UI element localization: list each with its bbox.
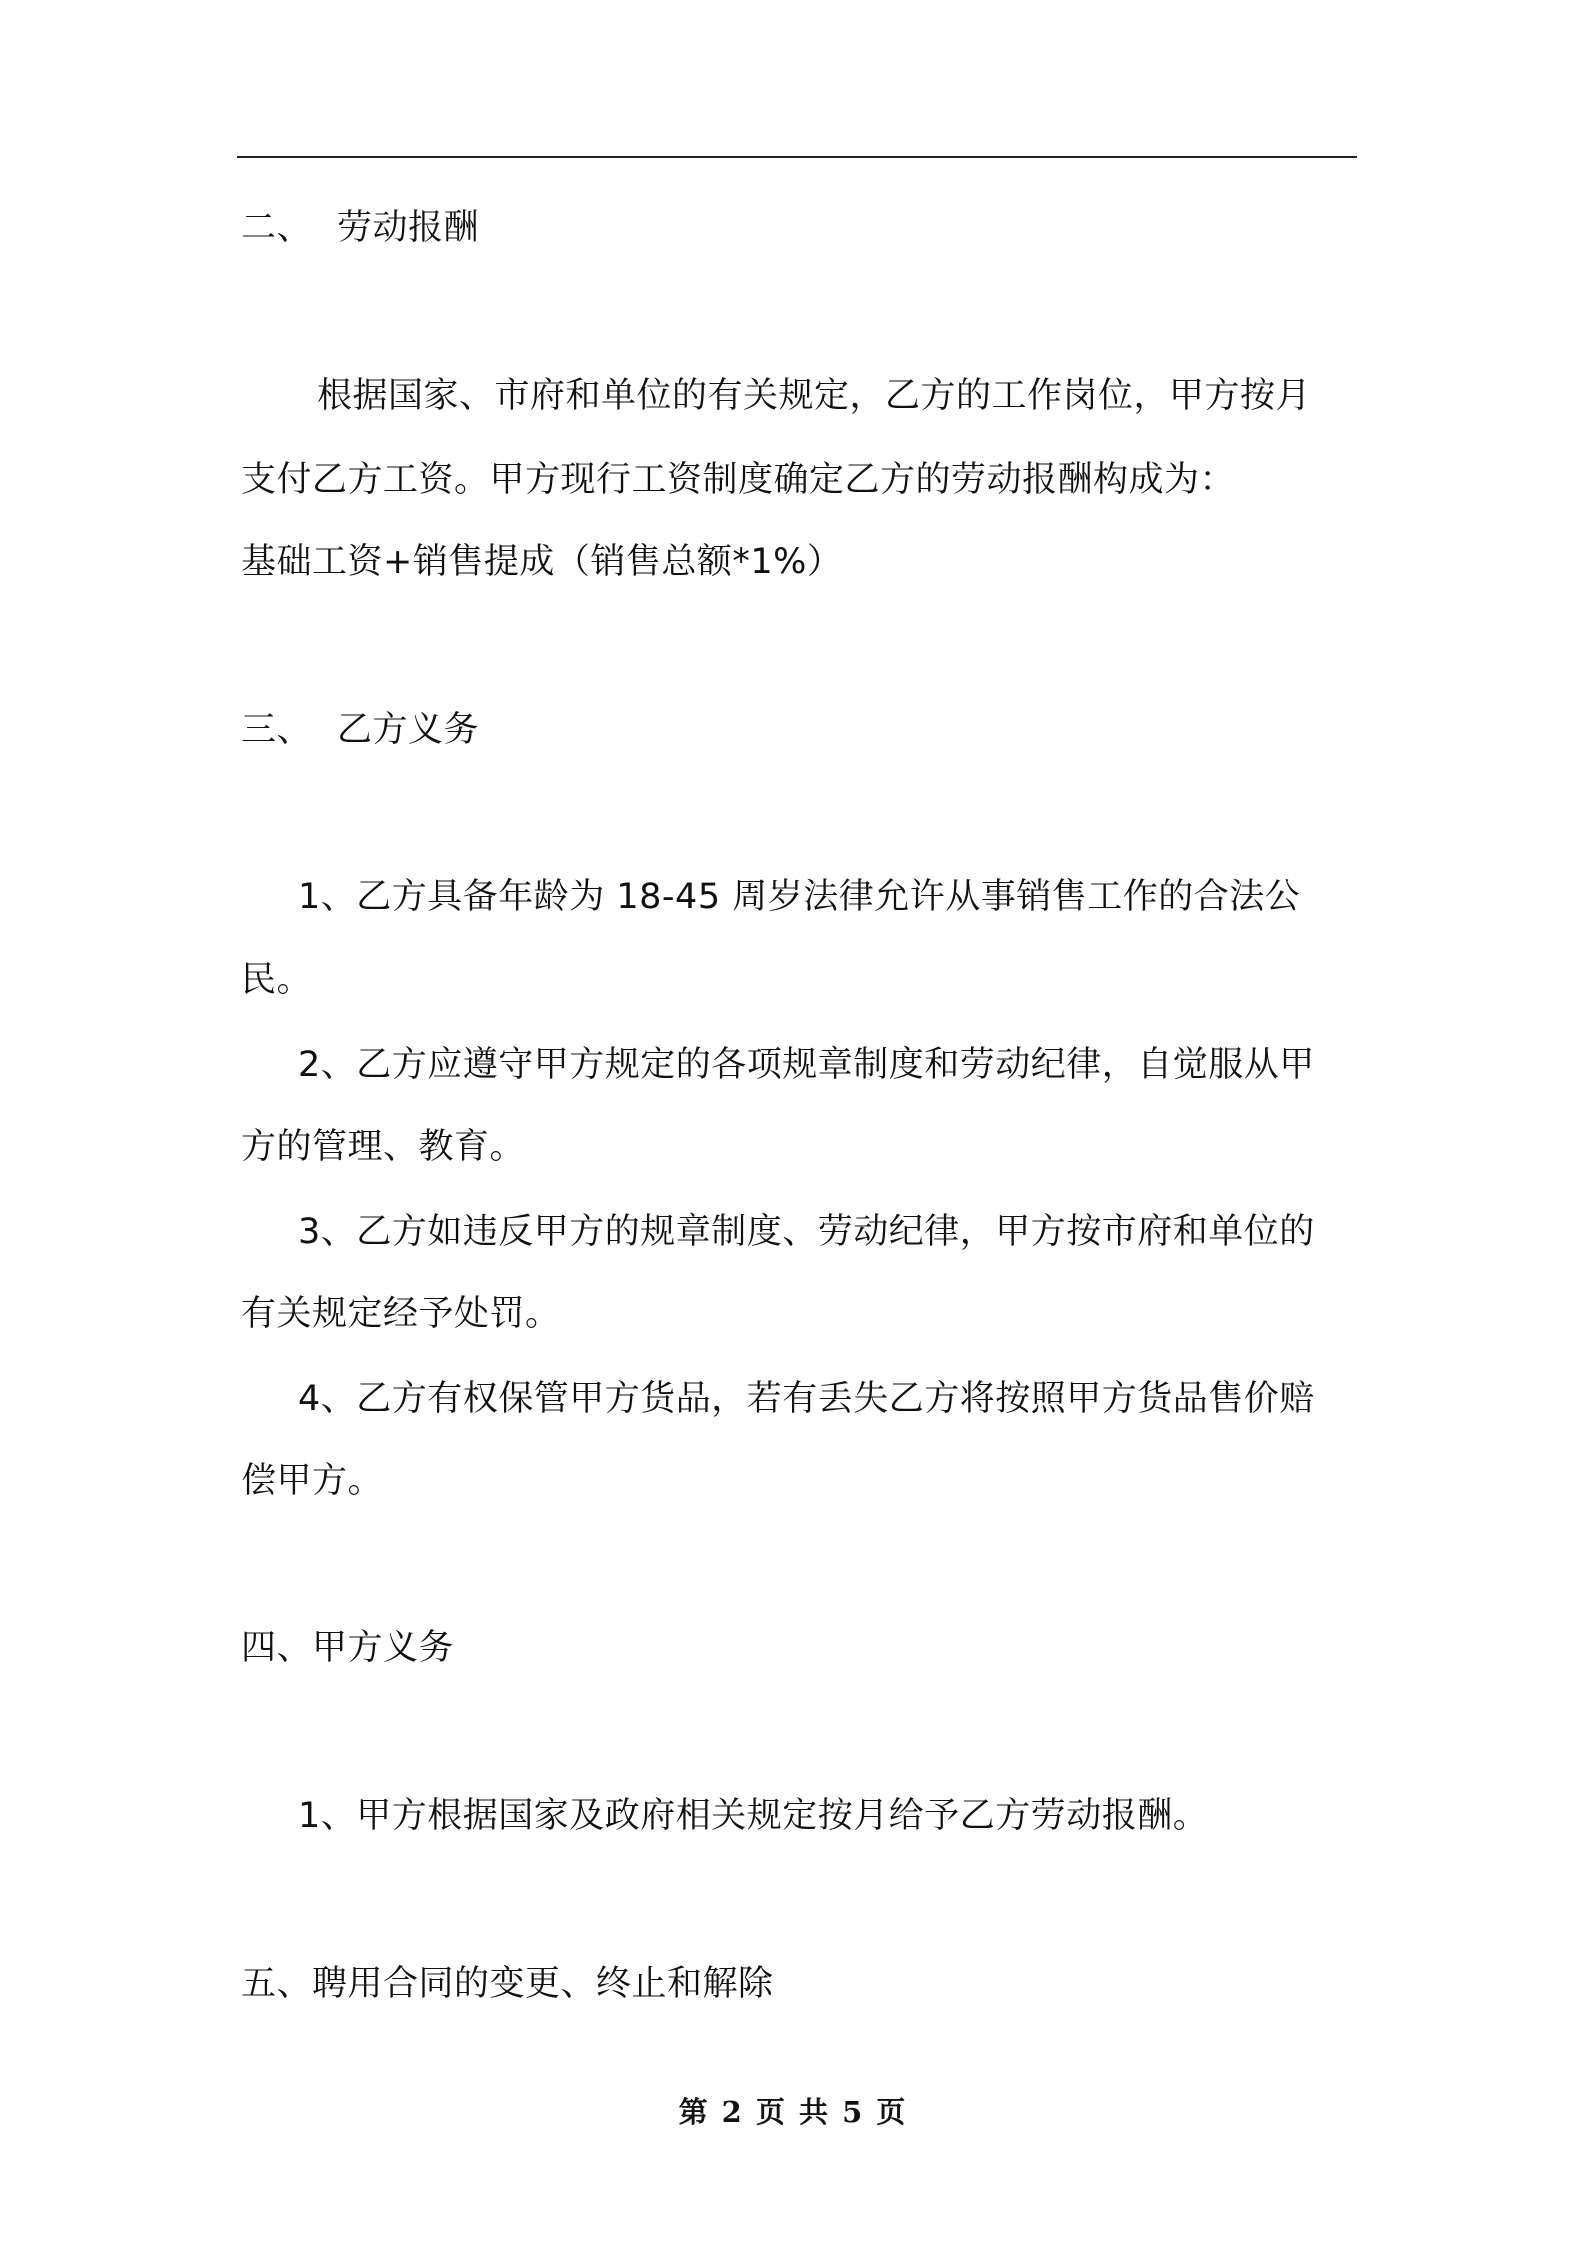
section-2-title: 劳动报酬	[337, 208, 480, 248]
section-4-item-1: 1、甲方根据国家及政府相关规定按月给予乙方劳动报酬。	[298, 1796, 1209, 1836]
section-3-item-2-line-2: 方的管理、教育。	[241, 1127, 526, 1167]
section-3-number: 三、	[241, 710, 313, 750]
section-3-item-4-line-1: 4、乙方有权保管甲方货品，若有丢失乙方将按照甲方货品售价赔	[298, 1379, 1315, 1419]
section-2-heading	[241, 206, 479, 250]
section-3-item-3-line-1: 3、乙方如违反甲方的规章制度、劳动纪律，甲方按市府和单位的	[298, 1212, 1315, 1252]
section-2-line-1: 根据国家、市府和单位的有关规定，乙方的工作岗位，甲方按月	[317, 376, 1312, 416]
section-3-item-4-line-2: 偿甲方。	[241, 1461, 384, 1501]
section-3-title: 乙方义务	[337, 710, 480, 750]
section-4-heading: 四、甲方义务	[241, 1628, 455, 1668]
section-5-heading: 五、聘用合同的变更、终止和解除	[241, 1964, 774, 2004]
section-3-heading	[241, 708, 479, 752]
section-3-item-1-line-1: 1、乙方具备年龄为 18-45 周岁法律允许从事销售工作的合法公	[298, 877, 1301, 917]
page-number-footer: 第 2 页 共 5 页	[678, 2095, 908, 2129]
section-3-item-2-line-1: 2、乙方应遵守甲方规定的各项规章制度和劳动纪律，自觉服从甲	[298, 1045, 1315, 1085]
header-rule	[237, 156, 1357, 158]
section-2-number: 二、	[241, 208, 313, 248]
section-3-item-3-line-2: 有关规定经予处罚。	[241, 1294, 561, 1334]
section-3-item-1-line-2: 民。	[241, 960, 313, 1000]
section-2-line-2: 支付乙方工资。甲方现行工资制度确定乙方的劳动报酬构成为：	[241, 460, 1236, 500]
section-2-line-3: 基础工资+销售提成（销售总额*1%）	[241, 542, 843, 582]
